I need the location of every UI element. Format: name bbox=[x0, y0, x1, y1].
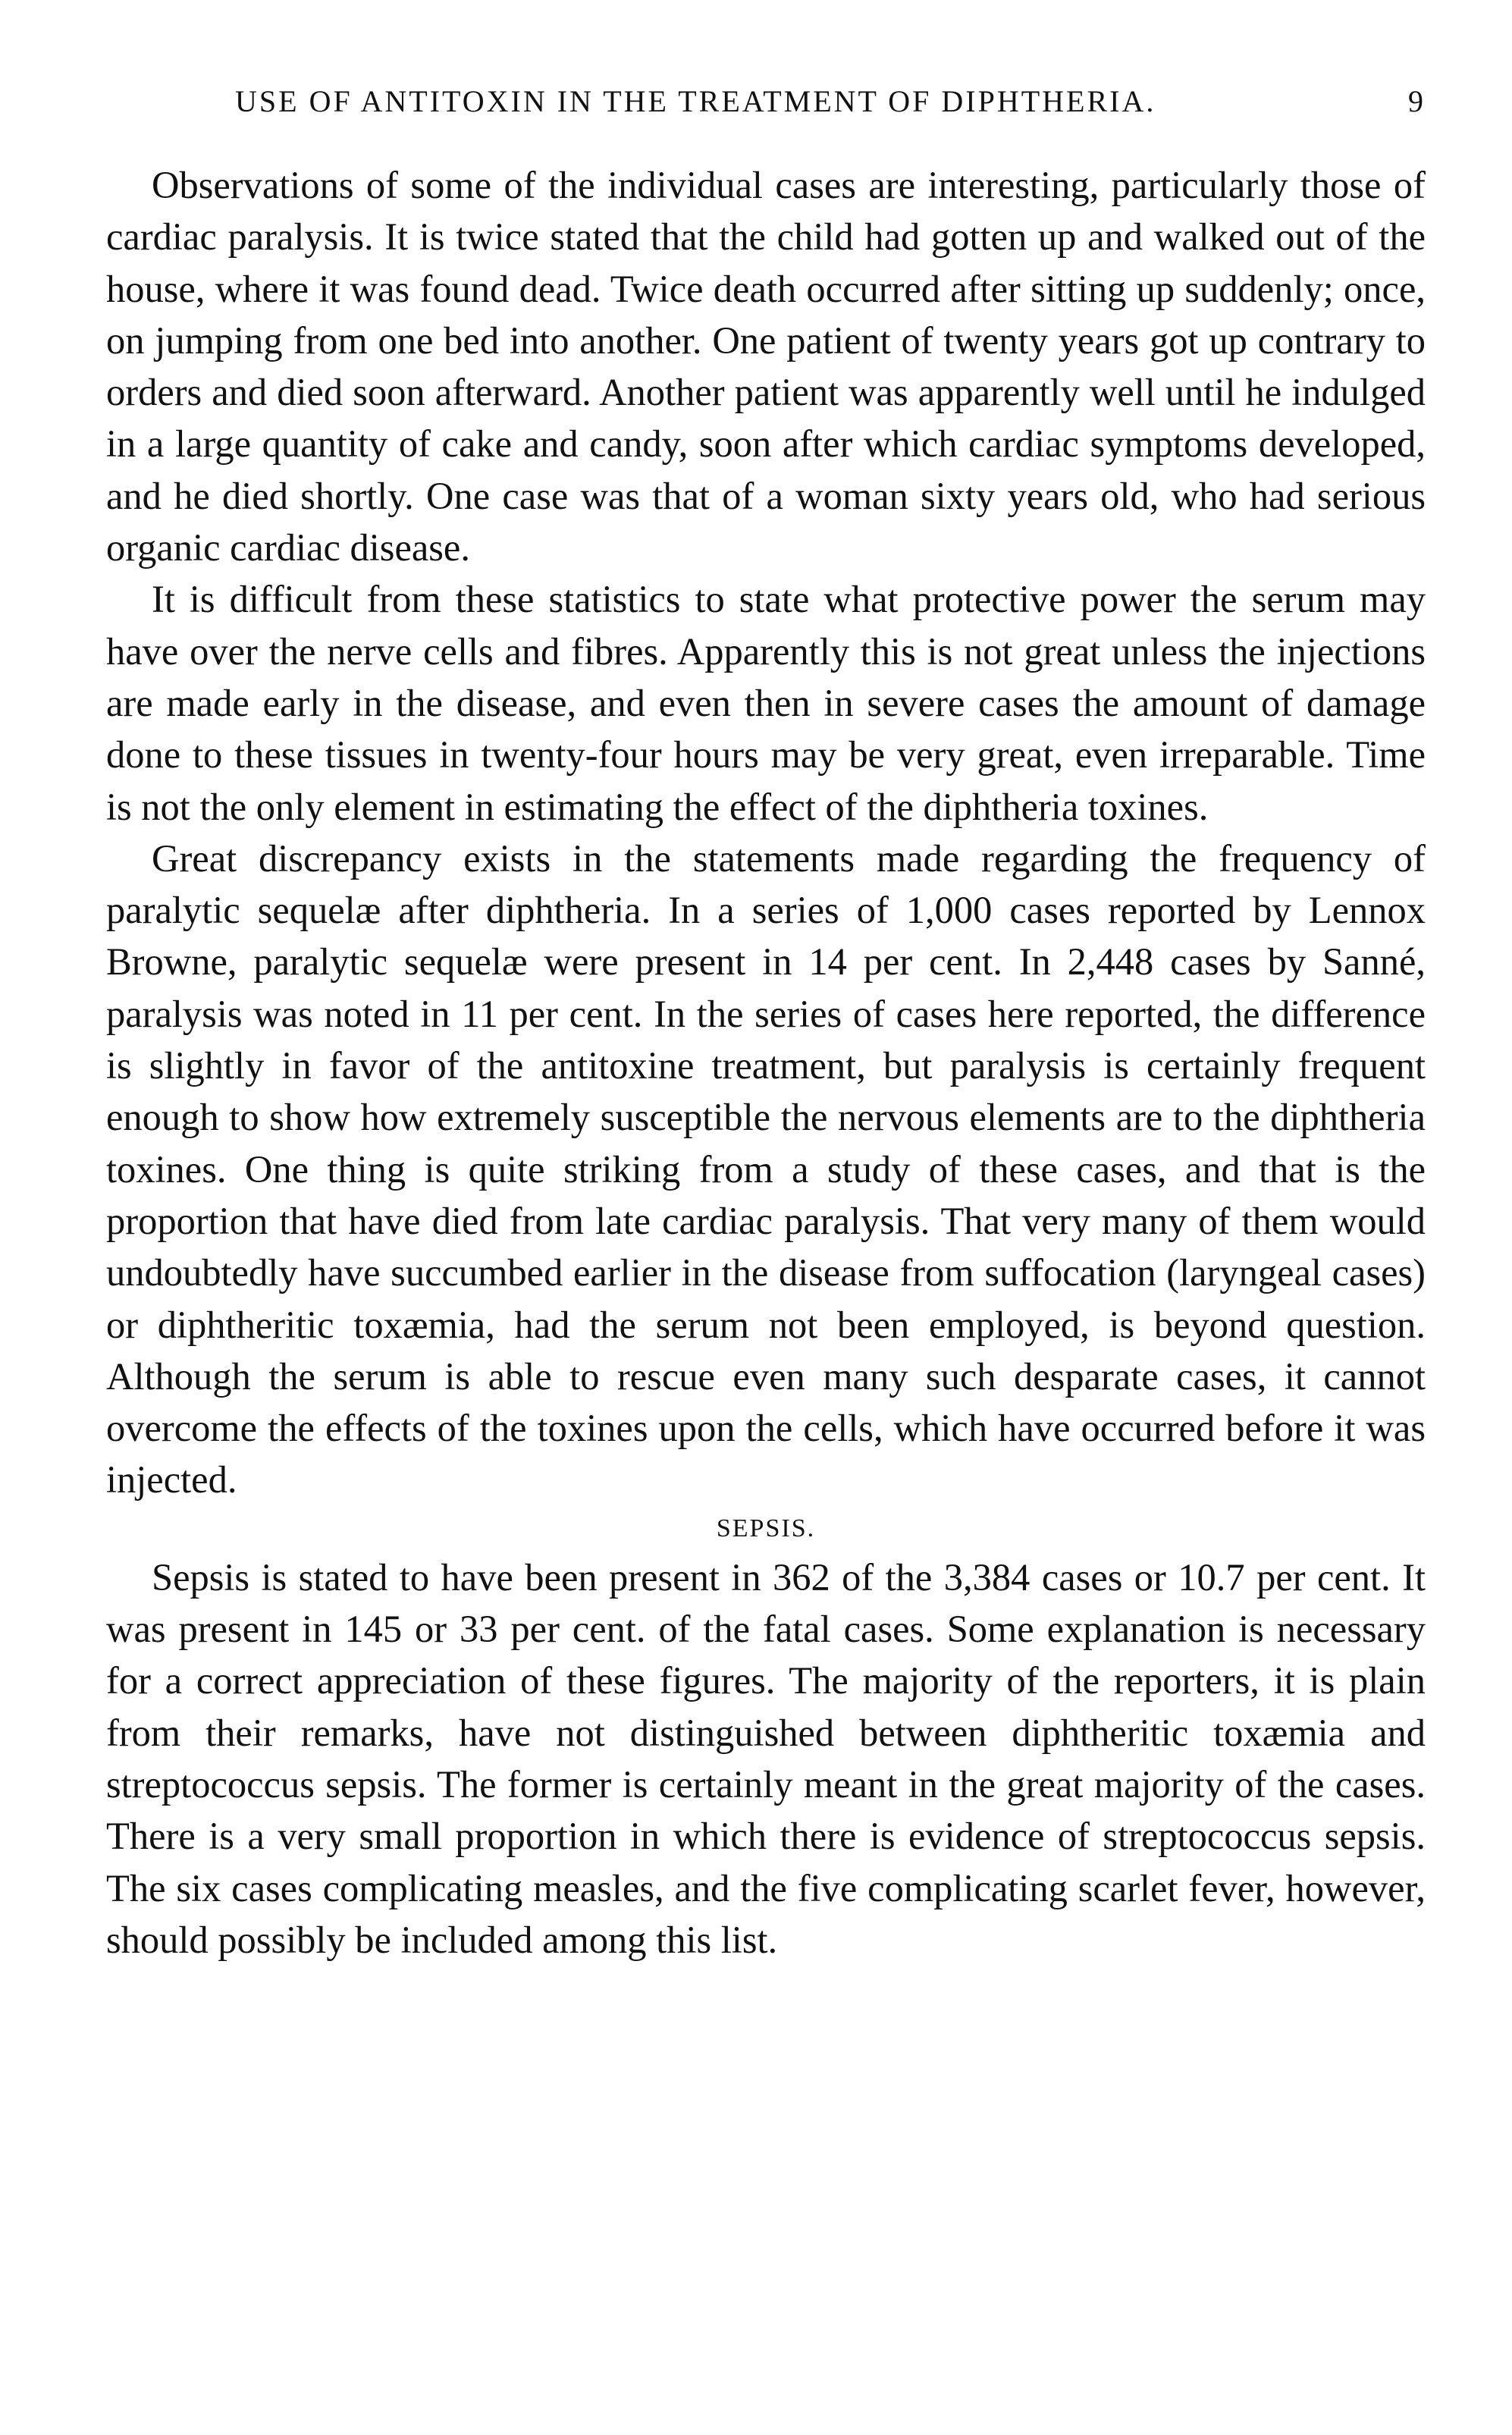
paragraph-sepsis: Sepsis is stated to have been present in 362 of the 3,384 cases or 10.7 per cent. It was present in 145 or 33 per cent. of the fatal cases. Some explanation is necessary for a correct appreciation of these figures. The majority of the reporters, it is plain from their remarks, have not distinguished between diphtheritic toxæmia and streptococcus sepsis. The former is certainly meant in the great majority of the cases. There is a very small proportion in which there is evidence of streptococcus sepsis. The six cases complicating measles, and the five complicating scarlet fever, however, should possibly be included among this list. bbox=[106, 1555, 1426, 1961]
body-text bbox=[106, 159, 1426, 1966]
paragraph-paralytic-sequelae: Great discrepancy exists in the statements made regarding the frequency of paralytic sequelæ after diphtheria. In a series of 1,000 cases reported by Lennox Browne, paralytic sequelæ were present in 14 per cent. In 2,448 cases by Sanné, paralysis was noted in 11 per cent. In the series of cases here reported, the difference is slightly in favor of the antitoxine treatment, but paralysis is certainly frequent enough to show how extremely susceptible the nervous elements are to the diphtheria toxines. One thing is quite striking from a study of these cases, and that is the proportion that have died from late cardiac paralysis. That very many of them would undoubtedly have succumbed earlier in the disease from suffocation (laryngeal cases) or diphtheritic toxæmia, had the serum not been employed, is beyond question. Although the serum is able to rescue even many such desparate cases, it cannot overcome the effects of the toxines upon the cells, which have occurred before it was injected. bbox=[106, 836, 1426, 1501]
running-head bbox=[106, 83, 1426, 136]
paragraph-cardiac-paralysis-cases: Observations of some of the individual cases are interesting, particularly those of cardiac paralysis. It is twice stated that the child had gotten up and walked out of the house, where it was found dead. Twice death occurred after sitting up suddenly; once, on jumping from one bed into another. One patient of twenty years got up contrary to orders and died soon afterward. Another patient was apparently well until he indulged in a large quantity of cake and candy, soon after which cardiac symptoms developed, and he died shortly. One case was that of a woman sixty years old, who had serious organic cardiac disease. bbox=[106, 164, 1426, 570]
section-heading-sepsis: SEPSIS. bbox=[716, 1514, 816, 1542]
page-number: 9 bbox=[1408, 84, 1426, 118]
paragraph-serum-protective-power: It is difficult from these statistics to state what protective power the serum may have over the nerve cells and fibres. Apparently this is not great unless the injections are made early in the disease, and even then in severe cases the amount of damage done to these tissues in twenty-four hours may be very great, even irreparable. Time is not the only element in estimating the effect of the diphtheria toxines. bbox=[106, 578, 1426, 828]
book-page bbox=[106, 83, 1426, 1966]
running-title: USE OF ANTITOXIN IN THE TREATMENT OF DIPHTHERIA. bbox=[235, 84, 1156, 118]
